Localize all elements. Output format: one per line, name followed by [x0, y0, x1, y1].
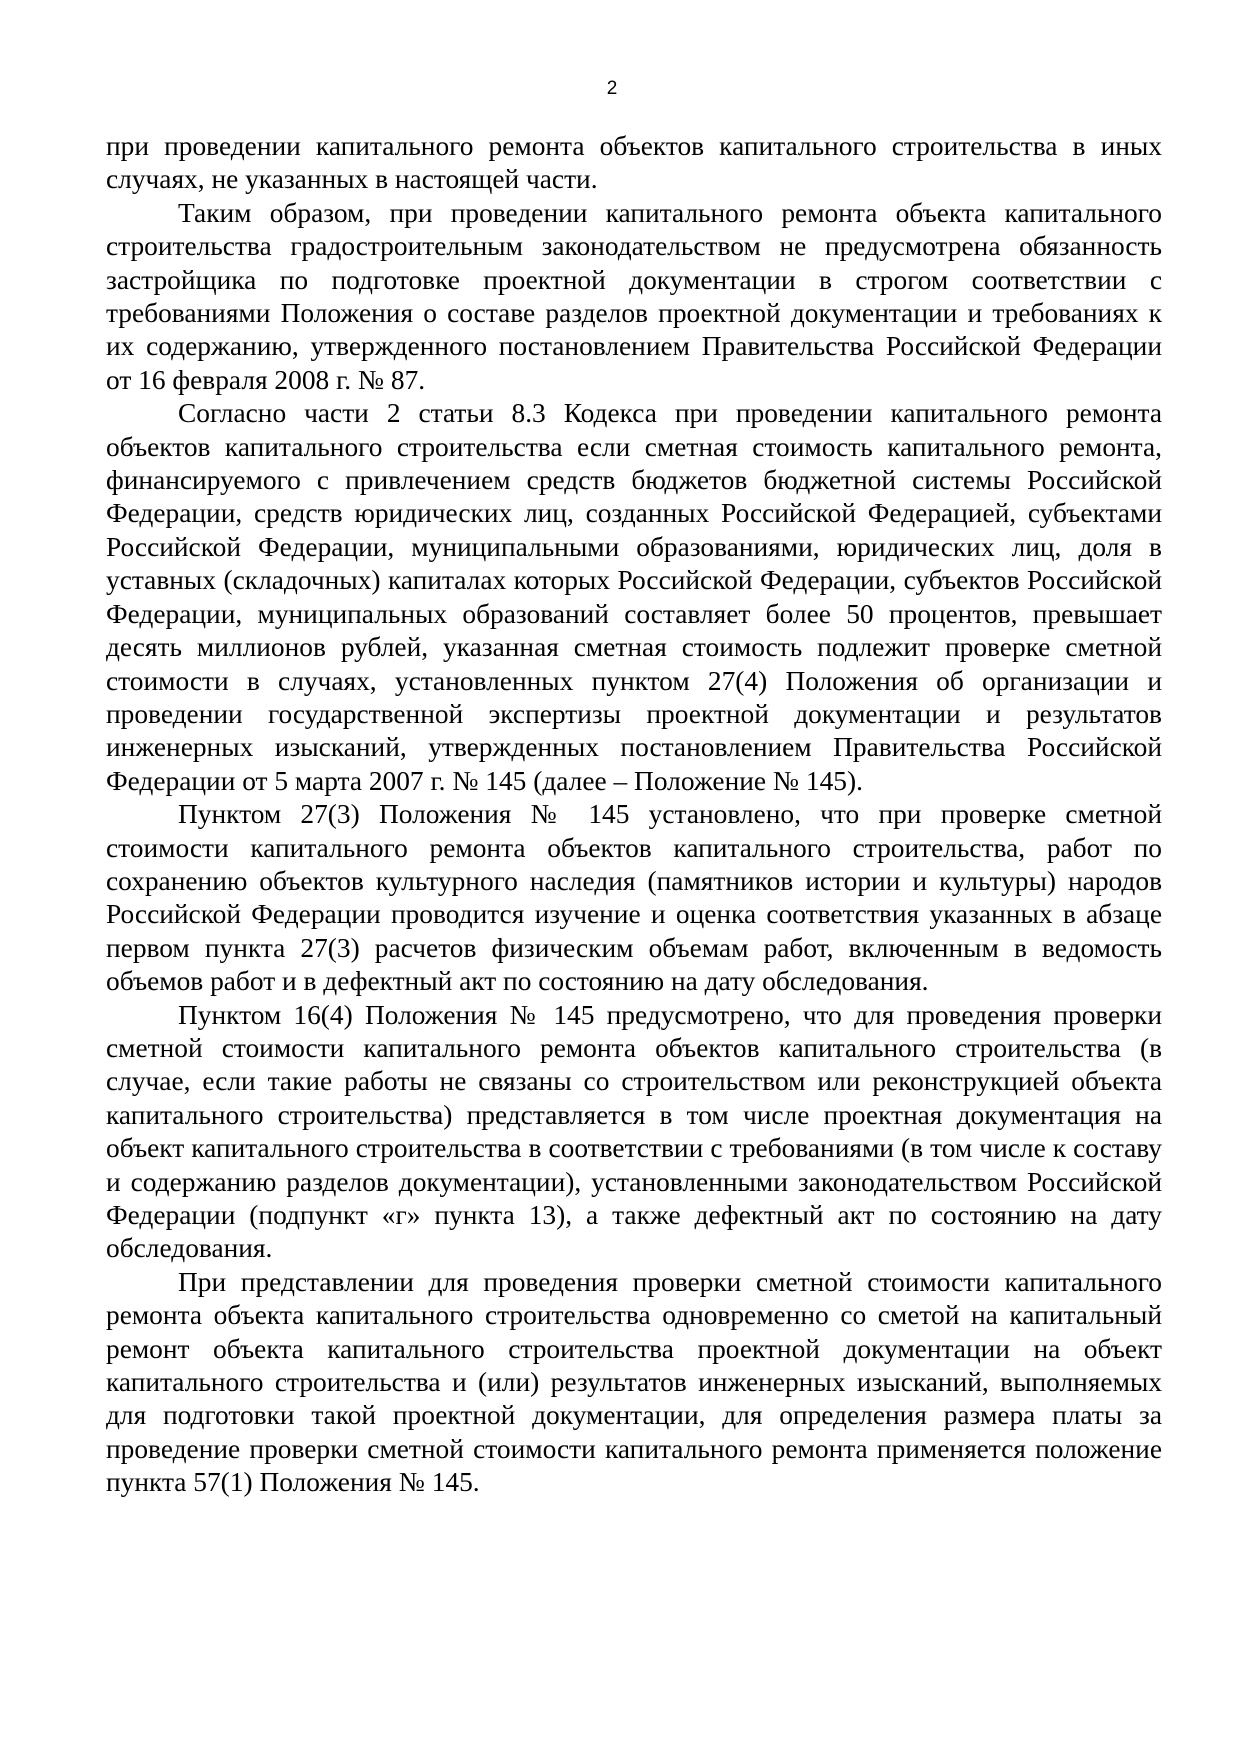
paragraph-fee-clause-57-1: При представлении для проведения проверки сметной стоимости капитального ремонта объекта капитального строительства одновременно со сметой на капитальный ремонт объекта капитального строительства проектной документации на объект капитального строительства и (или) результатов инженерных изысканий, выполняемых для подготовки такой проектной документации, для определения размера платы за проведение проверки сметной стоимости капитального ремонта применяется положение пункта 57(1) Положения № 145.	[106, 1266, 1162, 1498]
paragraph-continuation: при проведении капитального ремонта объектов капитального строительства в иных случаях, не указанных в настоящей части.	[106, 131, 1162, 195]
paragraph-conclusion: Таким образом, при проведении капитального ремонта объекта капитального строительства градостроительным законодательством не предусмотрена обязанность застройщика по подготовке проектной документации в строгом соответствии с требованиями Положения о составе разделов проектной документации и требованиях к их содержанию, утвержденного постановлением Правительства Российской Федерации от 16 февраля 2008 г. № 87.	[106, 197, 1162, 395]
paragraph-article-8-3: Согласно части 2 статьи 8.3 Кодекса при проведении капитального ремонта объектов капитального строительства если сметная стоимость капитального ремонта, финансируемого с привлечением средств бюджетов бюджетной системы Российской Федерации, средств юридических лиц, созданных Российской Федерацией, субъектами Российской Федерации, муниципальными образованиями, юридических лиц, доля в уставных (складочных) капиталах которых Российской Федерации, субъектов Российской Федерации, муниципальных образований составляет более 50 процентов, превышает десять миллионов рублей, указанная сметная стоимость подлежит проверке сметной стоимости в случаях, установленных пунктом 27(4) Положения об организации и проведении государственной экспертизы проектной документации и результатов инженерных изысканий, утвержденных постановлением Правительства Российской Федерации от 5 марта 2007 г. № 145 (далее – Положение № 145).	[106, 398, 1162, 796]
paragraph-clause-16-4: Пунктом 16(4) Положения № 145 предусмотрено, что для проведения проверки сметной стоимости капитального ремонта объектов капитального строительства (в случае, если такие работы не связаны со строительством или реконструкцией объекта капитального строительства) представляется в том числе проектная документация на объект капитального строительства в соответствии с требованиями (в том числе к составу и содержанию разделов документации), установленными законодательством Российской Федерации (подпункт «г» пункта 13), а также дефектный акт по состоянию на дату обследования.	[106, 999, 1162, 1264]
document-body	[106, 130, 1162, 1500]
paragraph-clause-27-3: Пунктом 27(3) Положения № 145 установлено, что при проверке сметной стоимости капитального ремонта объектов капитального строительства, работ по сохранению объектов культурного наследия (памятников истории и культуры) народов Российской Федерации проводится изучение и оценка соответствия указанных в абзаце первом пункта 27(3) расчетов физическим объемам работ, включенным в ведомость объемов работ и в дефектный акт по состоянию на дату обследования.	[106, 799, 1162, 997]
page-number: 2	[606, 78, 618, 99]
